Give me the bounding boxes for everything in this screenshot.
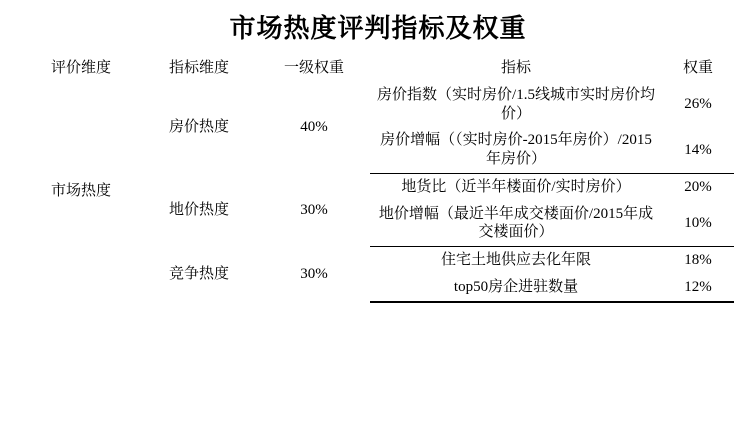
cell-indicator: 住宅土地供应去化年限 [440,252,591,268]
cell-indicator: top50房企进驻数量 [370,274,662,302]
cell-indicator: 地价增幅（最近半年成交楼面价/2015年成交楼面价） [370,201,662,247]
page-title: 市场热度评判指标及权重 [229,13,527,43]
column-header-dimension: 评价维度 [50,60,111,76]
column-header-weight: 权重 [682,60,713,76]
table-row [22,82,734,128]
indicator-weight-table [22,55,734,303]
table-header-row [22,55,734,82]
column-header-subdimension: 指标维度 [168,60,229,76]
cell-subdimension-land-price: 地价热度 [168,201,229,218]
cell-primary-weight-competition: 30% [300,265,328,282]
cell-primary-weight-housing-price: 40% [300,119,328,136]
cell-subdimension-competition: 竞争热度 [168,265,229,282]
column-header-indicator: 指标 [500,60,531,76]
cell-weight: 12% [662,274,734,302]
cell-weight: 14% [662,127,734,173]
cell-dimension: 市场热度 [50,183,111,200]
cell-weight: 10% [662,201,734,247]
table-body [22,82,734,302]
cell-indicator: 地货比（近半年楼面价/实时房价） [401,178,631,195]
cell-indicator: 房价增幅（（实时房价-2015年房价）/2015年房价） [370,127,662,173]
cell-weight: 20% [684,178,712,195]
cell-indicator: 房价指数（实时房价/1.5线城市实时房价均价） [377,86,655,122]
cell-primary-weight-land-price: 30% [300,201,328,218]
cell-weight: 26% [684,96,712,113]
cell-subdimension-housing-price: 房价热度 [168,119,229,136]
column-header-primary-weight: 一级权重 [283,60,344,76]
cell-weight: 18% [684,252,712,268]
table-header [22,55,734,82]
